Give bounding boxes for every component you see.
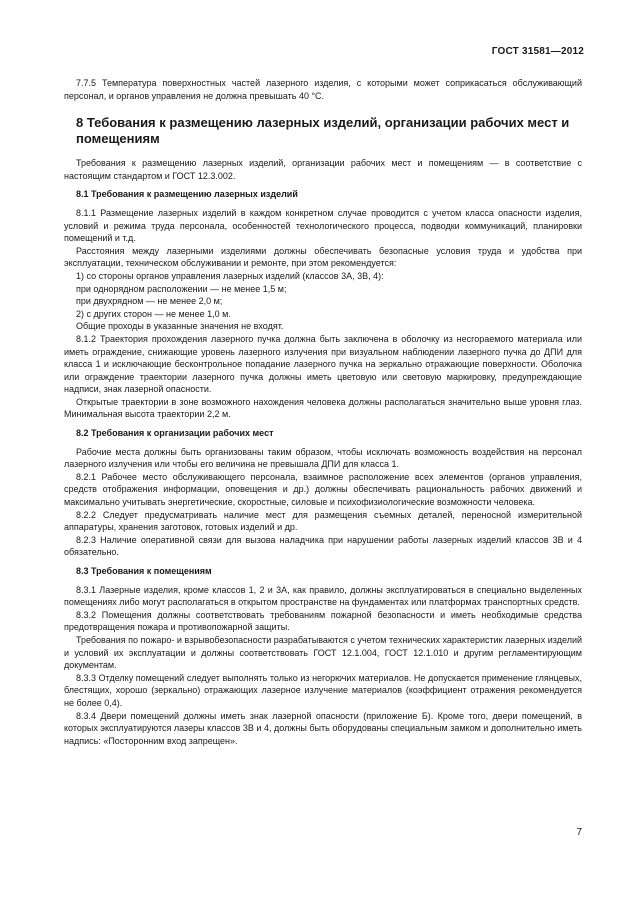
paragraph-8-intro: Требования к размещению лазерных изделий, организации рабочих мест и помещениям — в соответствие с настоящим стандартом и ГОСТ 12.3.002.: [64, 158, 582, 181]
paragraph-8-2-3: 8.2.3 Наличие оперативной связи для вызова наладчика при нарушении работы лазерных изделий классов 3В и 4 обязательно.: [64, 534, 582, 558]
paragraph-8-3-4: 8.3.4 Двери помещений должны иметь знак лазерной опасности (приложение Б). Кроме того, двери помещений, в которых эксплуатируются лазеры классов 3В и 4, должны быть оборудованы специальным замком и дополнительно иметь надпись: «Посторонним вход запрещен».: [64, 710, 582, 746]
subsection-8-2-heading: 8.2 Требования к организации рабочих мест: [76, 428, 274, 439]
list-item-1: 1) со стороны органов управления лазерных изделий (классов 3А, 3В, 4):: [76, 270, 384, 281]
paragraph-8-1-1: 8.1.1 Размещение лазерных изделий в каждом конкретном случае проводится с учетом класса опасности изделия, условий и режима труда персонала, особенностей технологического процесса, подводки коммуникаций, планировки помещений и т.д.: [64, 207, 582, 244]
list-item-single-row: при однорядном расположении — не менее 1,5 м;: [76, 283, 287, 294]
paragraph-8-2-2: 8.2.2 Следует предусматривать наличие мест для размещения съемных деталей, переносной измерительной аппаратуры, хранения заготовок, готовых изделий и др.: [64, 509, 582, 533]
paragraph-8-1-2: 8.1.2 Траектория прохождения лазерного пучка должна быть заключена в оболочку из несгораемого материала или иметь ограждение, снижающие уровень лазерного излучения при визуальном наблюдении лазерного пучка до ДПИ для класса 1 и исключающие бесконтрольное попадание лазерного пучка на зеркально отражающие поверхности. Оболочка или ограждение траектории лазерного пучка должны иметь цветовую или световую маркировку, предупреждающие надписи, знак лазерной опасности.: [64, 333, 582, 395]
section-8-heading: 8 Тебования к размещению лазерных изделий, организации рабочих мест и помещениям: [76, 115, 570, 147]
page-number: 7: [576, 827, 582, 838]
paragraph-fire-safety: Требования по пожаро- и взрывобезопасности разрабатываются с учетом технических характеристик лазерных изделий и условий их эксплуатации и должны соответствовать ГОСТ 12.1.004, ГОСТ 12.1.010 и другим регламентирующим документам.: [64, 634, 582, 671]
paragraph-8-2-intro: Рабочие места должны быть организованы таким образом, чтобы исключать возможность воздействия на персонал лазерного излучения или чтобы его величина не превышала ДПИ для класса 1.: [64, 446, 582, 470]
paragraph-8-3-3: 8.3.3 Отделку помещений следует выполнять только из негорючих материалов. Не допускается применение глянцевых, блестящих, хорошо (зеркально) отражающих лазерное излучение материалов (коэффициент отражения рекомендуется не более 0,4).: [64, 672, 582, 708]
paragraph-7-7-5: 7.7.5 Температура поверхностных частей лазерного изделия, с которыми может соприкасаться обслуживающий персонал, и органов управления не должна превышать 40 °С.: [64, 78, 582, 101]
paragraph-passages: Общие проходы в указанные значения не входят.: [76, 321, 284, 332]
paragraph-open-paths: Открытые траектории в зоне возможного нахождения человека должны располагаться значительно выше уровня глаз. Минимальная высота траектории 2,2 м.: [64, 396, 582, 420]
list-item-2: 2) с других сторон — не менее 1,0 м.: [76, 308, 231, 319]
document-body: [64, 77, 582, 747]
subsection-8-1-heading: 8.1 Требования к размещению лазерных изделий: [76, 189, 298, 200]
paragraph-8-2-1: 8.2.1 Рабочее место обслуживающего персонала, взаимное расположение всех элементов (органов управления, средств отображения информации, оповещения и др.) должны обеспечивать рациональность рабочих движений и максимально учитывать энергетические, скоростные, силовые и психофизиологические возможности человека.: [64, 471, 582, 508]
paragraph-distances: Расстояния между лазерными изделиями должны обеспечивать безопасные условия труда и удобства при эксплуатации, техническом обслуживании и ремонте, при этом рекомендуется:: [64, 245, 582, 269]
list-item-double-row: при двухрядном — не менее 2,0 м;: [76, 296, 223, 307]
standard-header: ГОСТ 31581—2012: [491, 46, 584, 57]
subsection-8-3-heading: 8.3 Требования к помещениям: [76, 566, 212, 576]
paragraph-8-3-2: 8.3.2 Помещения должны соответствовать требованиям пожарной безопасности и иметь необходимые средства предотвращения пожара и противопожарной защиты.: [64, 609, 582, 633]
paragraph-8-3-1: 8.3.1 Лазерные изделия, кроме классов 1, 2 и 3А, как правило, должны эксплуатироваться в специально выделенных помещениях либо могут располагаться в открытом пространстве на фундаментах или платформах транспортных средств.: [64, 584, 582, 608]
